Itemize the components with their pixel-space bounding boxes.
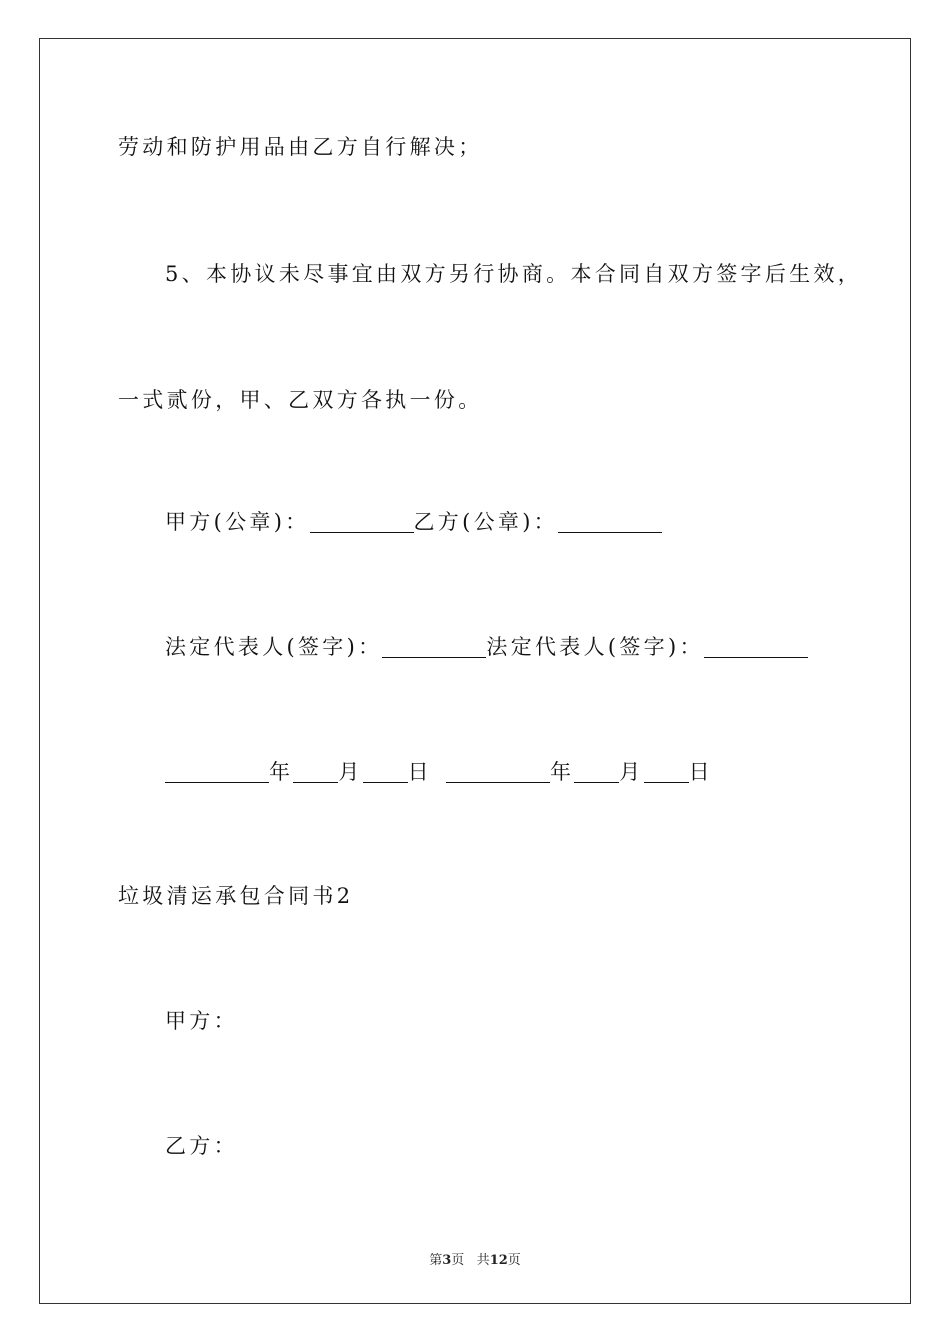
paragraph-copies: 一式贰份，甲、乙双方各执一份。 [118, 388, 483, 412]
date-b-day-blank [644, 763, 689, 783]
total-pages: 12 [489, 1253, 508, 1268]
section-title: 垃圾清运承包合同书2 [118, 884, 354, 908]
party-b-seal-blank [558, 513, 662, 533]
date-a-month-label: 月 [338, 760, 363, 784]
rep-a-label: 法定代表人(签字)： [165, 635, 383, 659]
party-b-label: 乙方： [165, 1134, 238, 1158]
date-b-month-blank [574, 763, 619, 783]
date-a-month-blank [293, 763, 338, 783]
rep-a-blank [382, 638, 486, 658]
page-footer [0, 1249, 950, 1268]
paragraph-protective-supplies: 劳动和防护用品由乙方自行解决； [118, 135, 483, 159]
date-b-year-blank [446, 763, 550, 783]
date-a-year-label: 年 [269, 760, 294, 784]
rep-b-label: 法定代表人(签字)： [486, 635, 704, 659]
total-prefix: 共 [476, 1253, 490, 1268]
paragraph-clause-5: 5、本协议未尽事宜由双方另行协商。本合同自双方签字后生效， [165, 262, 863, 286]
date-a-day-label: 日 [407, 760, 432, 784]
date-b-year-label: 年 [549, 760, 575, 784]
party-a-seal-blank [310, 513, 414, 533]
rep-b-blank [704, 638, 808, 658]
date-a-day-blank [363, 763, 408, 783]
date-b-month-label: 月 [619, 760, 644, 784]
party-b-seal-label: 乙方(公章)： [413, 510, 558, 534]
page-suffix: 页 [451, 1253, 465, 1268]
party-a-label: 甲方： [165, 1009, 238, 1033]
party-a-seal-label: 甲方(公章)： [165, 510, 310, 534]
seal-line [165, 512, 662, 533]
date-b-day-label: 日 [688, 760, 713, 784]
total-suffix: 页 [507, 1253, 521, 1268]
page-border [39, 38, 911, 1304]
page-current: 3 [442, 1253, 452, 1268]
date-a-year-blank [165, 763, 269, 783]
page-prefix: 第 [429, 1253, 443, 1268]
date-line [165, 762, 713, 783]
representative-line [165, 637, 808, 658]
